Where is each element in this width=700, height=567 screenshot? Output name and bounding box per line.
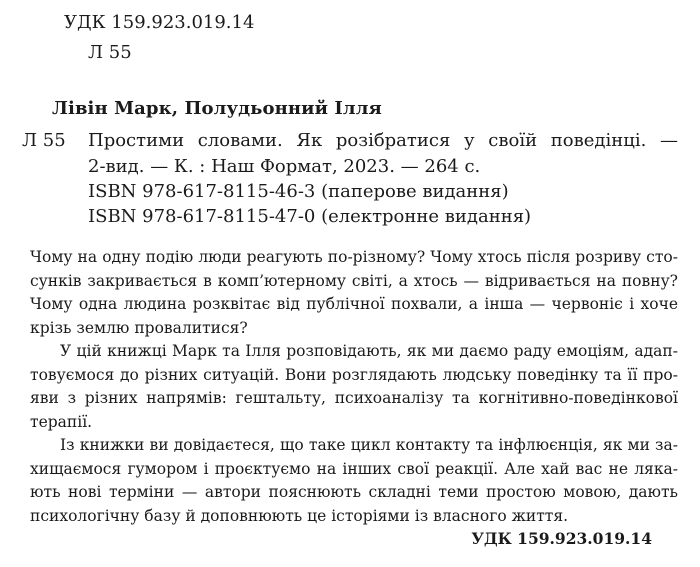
bibliographic-title-line: Простими словами. Як розібратися у своїй поведінці. — <box>88 130 678 151</box>
annotation-line: психологічну базу й доповнюють це історіями із власного життя. <box>30 506 569 525</box>
annotation-line: яви з різних напрямів: гештальту, психоаналізу та когнітивно-поведінкової <box>30 389 678 407</box>
annotation-text <box>30 246 678 528</box>
annotation-line: хищаємося гумором і проєктуємо на інших свої реакції. Але хай вас не ляка- <box>30 459 678 478</box>
bibliographic-publication-line: 2-вид. — К. : Наш Формат, 2023. — 264 с. <box>88 156 481 177</box>
author-sign-top: Л 55 <box>88 42 132 63</box>
annotation-line: сунків закривається в комп’ютерному світі, а хтось — відривається на повну? <box>30 271 678 290</box>
isbn-print: ISBN 978-617-8115-46-3 (паперове видання) <box>88 181 509 202</box>
annotation-line: Із книжки ви довідаєтеся, що таке цикл контакту та інфлюєнція, як ми за- <box>60 436 678 454</box>
annotation-line: У цій книжці Марк та Ілля розповідають, як ми даємо раду емоціям, адап- <box>60 342 678 360</box>
annotation-line: товуємося до різних ситуацій. Вони розглядають людську поведінку та її про- <box>30 365 678 384</box>
entry-author-sign: Л 55 <box>22 130 66 151</box>
annotation-line: Чому одна людина розквітає від публічної похвали, а інша — червоніє і хоче <box>30 295 678 313</box>
annotation-line: Чому на одну подію люди реагують по-різному? Чому хтось після розриву сто- <box>30 248 678 266</box>
annotation-line: терапії. <box>30 412 93 431</box>
annotation-line: ють нові терміни — автори пояснюють складні теми простою мовою, дають <box>30 483 678 501</box>
annotation-line: крізь землю провалитися? <box>30 318 248 337</box>
udk-code-top: УДК 159.923.019.14 <box>64 12 255 33</box>
isbn-ebook: ISBN 978-617-8115-47-0 (електронне видання) <box>88 206 532 227</box>
udk-code-bottom: УДК 159.923.019.14 <box>471 529 652 548</box>
author-heading: Лівін Марк, Полудьонний Ілля <box>52 98 382 119</box>
